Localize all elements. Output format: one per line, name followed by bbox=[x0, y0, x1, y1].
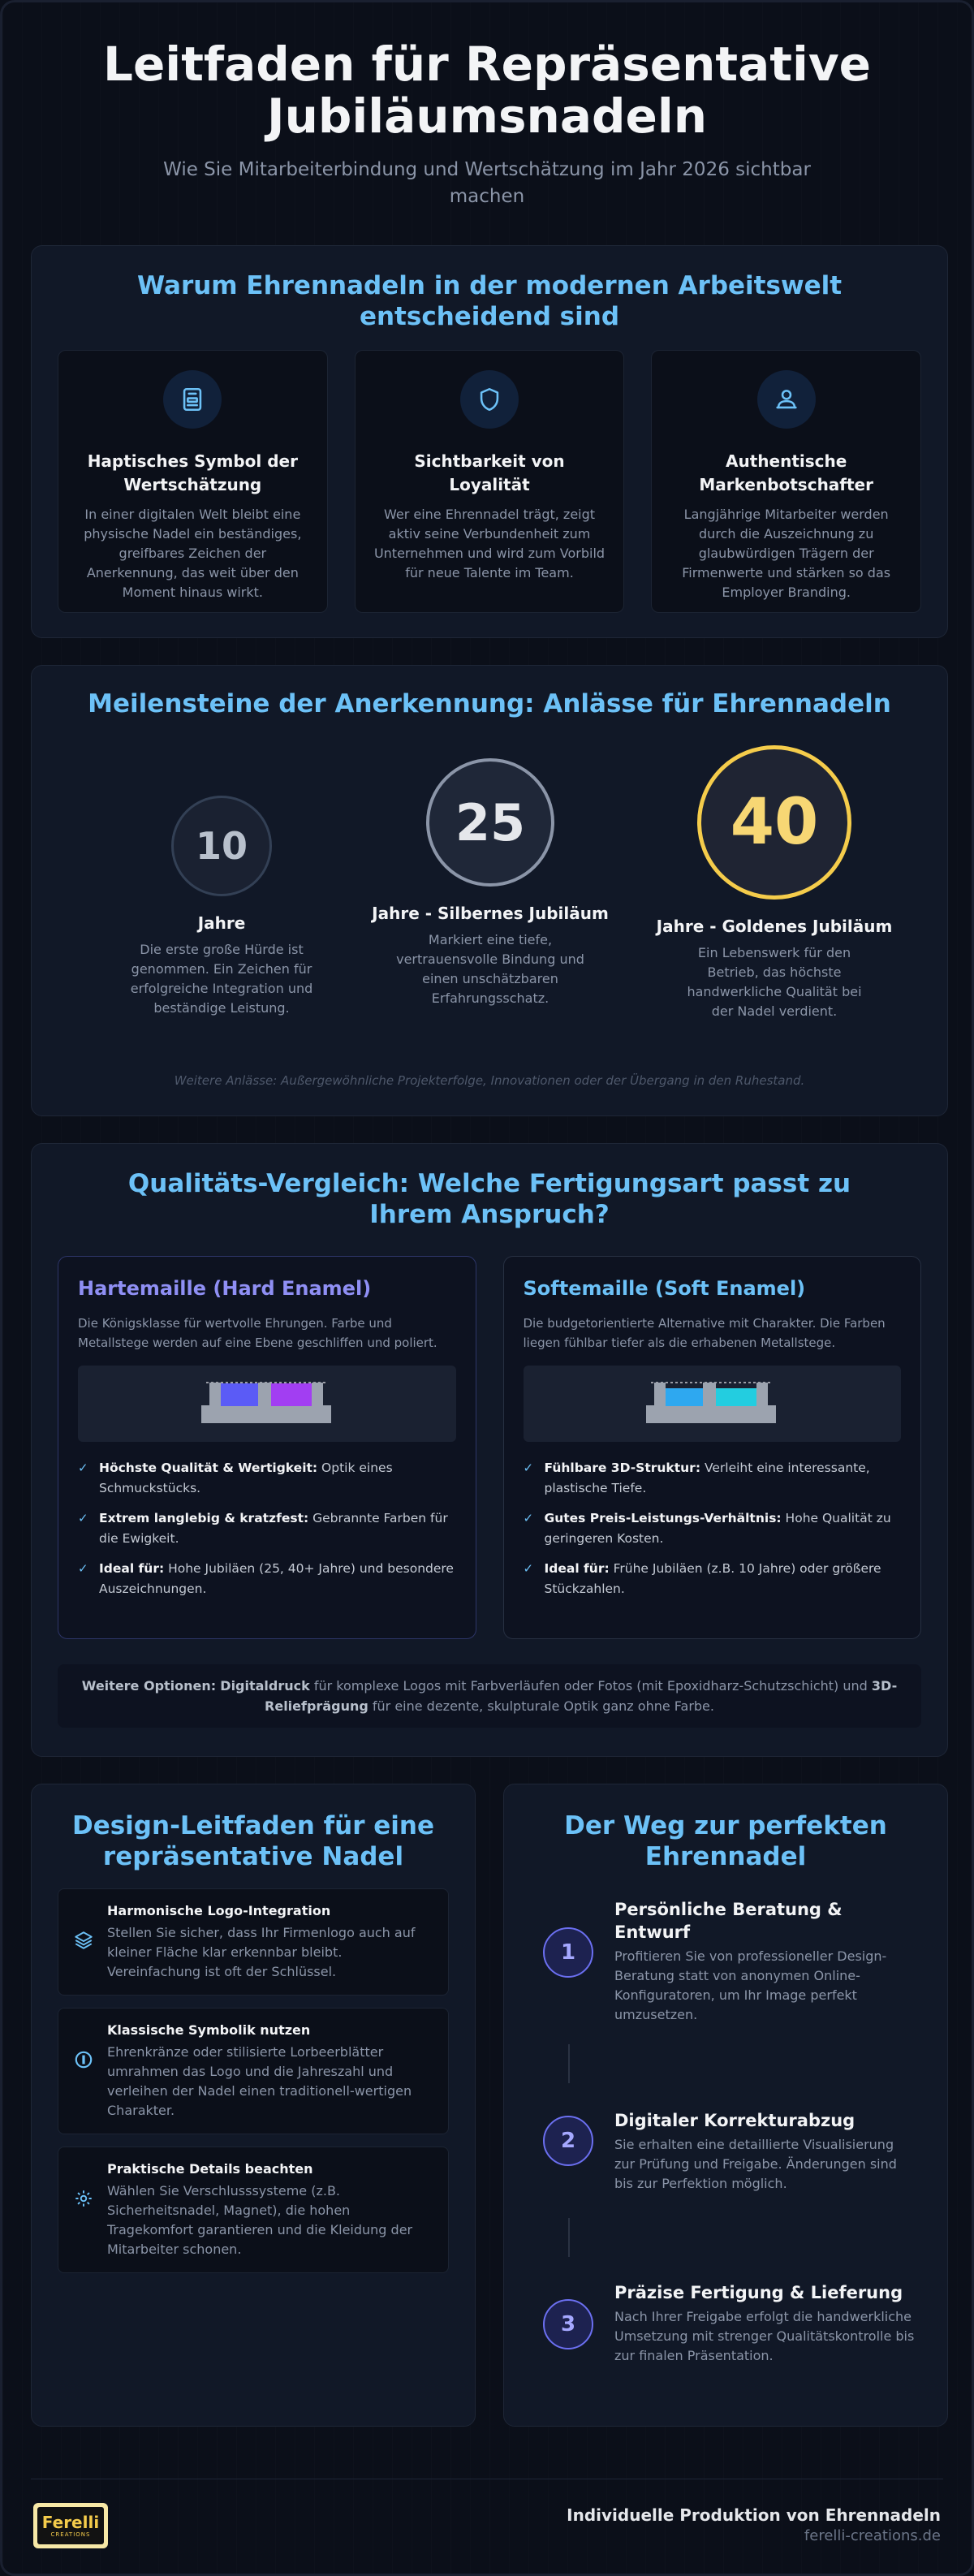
process-step bbox=[543, 2281, 915, 2366]
design-item bbox=[58, 2147, 449, 2273]
check-icon: ✓ bbox=[78, 1461, 88, 1475]
milestones-section bbox=[31, 665, 948, 1116]
logo-sub: CREATIONS bbox=[50, 2531, 91, 2538]
step-number: 3 bbox=[543, 2299, 593, 2349]
hard-enamel-card bbox=[58, 1256, 476, 1639]
step-number: 2 bbox=[543, 2116, 593, 2166]
gear-icon bbox=[73, 2188, 94, 2212]
design-item-title: Klassische Symbolik nutzen bbox=[107, 2022, 311, 2038]
step-text: Profitieren Sie von professioneller Design-Beratung statt von anonymen Online-Konfiguratoren, um Ihr Image perfekt umzusetzen. bbox=[614, 1948, 887, 2022]
why-card-text: Wer eine Ehrennadel trägt, zeigt aktiv seine Verbundenheit zum Unternehmen und wird zum Vorbild für neue Talente im Team. bbox=[373, 507, 606, 580]
feature-item: ✓ Gutes Preis-Leistungs-Verhältnis: Hohe Qualität zu geringeren Kosten. bbox=[524, 1508, 902, 1549]
why-section bbox=[31, 245, 948, 638]
milestone-label: Jahre - Goldenes Jubiläum bbox=[656, 917, 893, 936]
step-text: Sie erhalten eine detaillierte Visualisierung zur Prüfung und Freigabe. Änderungen sind bis zur Perfektion möglich. bbox=[614, 2137, 897, 2191]
ferelli-logo[interactable] bbox=[33, 2503, 108, 2548]
design-item-title: Harmonische Logo-Integration bbox=[107, 1903, 331, 1918]
quality-section bbox=[31, 1143, 948, 1757]
milestones-note: Weitere Anlässe: Außergewöhnliche Projekterfolge, Innovationen oder der Übergang in den Ruhestand. bbox=[174, 1073, 805, 1088]
page-subtitle: Wie Sie Mitarbeiterbindung und Wertschätzung im Jahr 2026 sichtbar machen bbox=[163, 159, 811, 207]
id-badge-icon bbox=[163, 370, 222, 429]
design-item-text: Stellen Sie sicher, dass Ihr Firmenlogo auch auf kleiner Fläche klar erkennbar bleibt. Vereinfachung ist oft der Schlüssel. bbox=[107, 1925, 416, 1979]
why-card bbox=[355, 350, 625, 613]
step-title: Persönliche Beratung & Entwurf bbox=[614, 1900, 843, 1942]
check-icon: ✓ bbox=[78, 1511, 88, 1525]
step-number: 1 bbox=[543, 1927, 593, 1978]
process-title: Der Weg zur perfekten Ehrennadel bbox=[564, 1811, 887, 1871]
check-icon: ✓ bbox=[523, 1511, 534, 1525]
why-card bbox=[651, 350, 921, 613]
design-section bbox=[31, 1784, 476, 2427]
hard-enamel-pin-icon bbox=[198, 1378, 336, 1430]
page-title: Leitfaden für Repräsentative Jubiläumsnadeln bbox=[103, 37, 871, 144]
enamel-color-2 bbox=[716, 1388, 756, 1406]
design-title: Design-Leitfaden für eine repräsentative Nadel bbox=[71, 1811, 435, 1871]
milestone-text: Markiert eine tiefe, vertrauensvolle Bindung und einen unschätzbaren Erfahrungsschatz. bbox=[396, 932, 584, 1006]
quality-title: Qualitäts-Vergleich: Welche Fertigungsart passt zu Ihrem Anspruch? bbox=[127, 1169, 851, 1229]
feature-item: ✓ Ideal für: Frühe Jubiläen (z.B. 10 Jahre) oder größere Stückzahlen. bbox=[524, 1559, 902, 1599]
design-item bbox=[58, 2008, 449, 2134]
hard-enamel-illustration bbox=[78, 1366, 456, 1442]
header bbox=[2, 2, 972, 210]
extra-options: Weitere Optionen: Digitaldruck für komplexe Logos mit Farbverläufen oder Fotos (mit Epoxidharz-Schutzschicht) und 3D-Reliefprägung für eine dezente, skulpturale Optik ganz ohne Farbe. bbox=[58, 1664, 921, 1728]
process-step bbox=[543, 2109, 915, 2194]
milestone-number: 25 bbox=[426, 758, 554, 887]
milestone-label: Jahre bbox=[197, 913, 246, 933]
shield-icon bbox=[460, 370, 519, 429]
footer-url[interactable]: ferelli-creations.de bbox=[804, 2527, 941, 2544]
process-section bbox=[503, 1784, 948, 2427]
logo-name: Ferelli bbox=[41, 2512, 100, 2532]
why-title: Warum Ehrennadeln in der modernen Arbeitswelt entscheidend sind bbox=[136, 271, 843, 331]
feature-item: ✓ Fühlbare 3D-Struktur: Verleiht eine interessante, plastische Tiefe. bbox=[524, 1458, 902, 1499]
soft-enamel-illustration bbox=[524, 1366, 902, 1442]
hard-enamel-title: Hartemaille (Hard Enamel) bbox=[78, 1277, 372, 1300]
milestone-text: Die erste große Hürde ist genommen. Ein Zeichen für erfolgreiche Integration und beständige Leistung. bbox=[130, 942, 313, 1016]
why-card-title: Haptisches Symbol der Wertschätzung bbox=[87, 451, 298, 494]
check-icon: ✓ bbox=[523, 1461, 534, 1475]
why-card-title: Sichtbarkeit von Loyalität bbox=[414, 451, 565, 494]
milestone-text: Ein Lebenswerk für den Betrieb, das höchste handwerkliche Qualität bei der Nadel verdient. bbox=[687, 945, 862, 1019]
soft-enamel-desc: Die budgetorientierte Alternative mit Charakter. Die Farben liegen fühlbar tiefer als die erhabenen Metallstege. bbox=[523, 1316, 886, 1350]
soft-enamel-card bbox=[503, 1256, 922, 1639]
user-icon bbox=[757, 370, 816, 429]
enamel-color-1 bbox=[221, 1383, 258, 1406]
milestone-25 bbox=[368, 758, 612, 1008]
layers-icon bbox=[73, 1930, 94, 1954]
enamel-color-1 bbox=[666, 1388, 703, 1406]
why-card bbox=[58, 350, 328, 613]
design-item-text: Ehrenkränze oder stilisierte Lorbeerblätter umrahmen das Logo und die Jahreszahl und verleihen der Nadel einen traditionell-wertigen Charakter. bbox=[107, 2044, 412, 2118]
feature-item: ✓ Höchste Qualität & Wertigkeit: Optik eines Schmuckstücks. bbox=[78, 1458, 456, 1499]
footer-info bbox=[567, 2505, 941, 2547]
milestones-title: Meilensteine der Anerkennung: Anlässe für Ehrennadeln bbox=[88, 689, 891, 718]
soft-enamel-title: Softemaille (Soft Enamel) bbox=[523, 1277, 806, 1300]
check-icon: ✓ bbox=[523, 1561, 534, 1576]
step-title: Digitaler Korrekturabzug bbox=[614, 2111, 855, 2130]
laurel-icon bbox=[73, 2049, 94, 2073]
milestone-number: 10 bbox=[171, 796, 272, 896]
feature-item: ✓ Ideal für: Hohe Jubiläen (25, 40+ Jahre) und besondere Auszeichnungen. bbox=[78, 1559, 456, 1599]
enamel-color-2 bbox=[271, 1383, 312, 1406]
feature-item: ✓ Extrem langlebig & kratzfest: Gebrannte Farben für die Ewigkeit. bbox=[78, 1508, 456, 1549]
step-title: Präzise Fertigung & Lieferung bbox=[614, 2283, 903, 2302]
why-card-title: Authentische Markenbotschafter bbox=[699, 451, 873, 494]
milestone-label: Jahre - Silbernes Jubiläum bbox=[372, 904, 609, 923]
design-item bbox=[58, 1888, 449, 1996]
check-icon: ✓ bbox=[78, 1561, 88, 1576]
hard-enamel-desc: Die Königsklasse für wertvolle Ehrungen. Farbe und Metallstege werden auf eine Ebene geschliffen und poliert. bbox=[78, 1316, 437, 1350]
process-step bbox=[543, 1898, 915, 2025]
design-item-text: Wählen Sie Verschlusssysteme (z.B. Sicherheitsnadel, Magnet), die hohen Tragekomfort garantieren und die Kleidung der Mitarbeiter schonen. bbox=[107, 2183, 413, 2257]
design-item-title: Praktische Details beachten bbox=[107, 2161, 313, 2177]
step-connector bbox=[568, 2218, 570, 2257]
milestone-number: 40 bbox=[697, 745, 851, 900]
milestone-10 bbox=[100, 796, 343, 1018]
milestone-40 bbox=[653, 745, 896, 1021]
footer-title: Individuelle Produktion von Ehrennadeln bbox=[567, 2505, 941, 2525]
why-card-text: In einer digitalen Welt bleibt eine physische Nadel ein beständiges, greifbares Zeichen der Anerkennung, das weit über den Moment hinaus wirkt. bbox=[84, 507, 302, 600]
why-card-text: Langjährige Mitarbeiter werden durch die Auszeichnung zu glaubwürdigen Trägern der Firmenwerte und stärken so das Employer Branding. bbox=[682, 507, 891, 600]
soft-enamel-pin-icon bbox=[643, 1378, 781, 1430]
step-connector bbox=[568, 2044, 570, 2083]
step-text: Nach Ihrer Freigabe erfolgt die handwerkliche Umsetzung mit strenger Qualitätskontrolle bis zur finalen Präsentation. bbox=[614, 2309, 915, 2363]
